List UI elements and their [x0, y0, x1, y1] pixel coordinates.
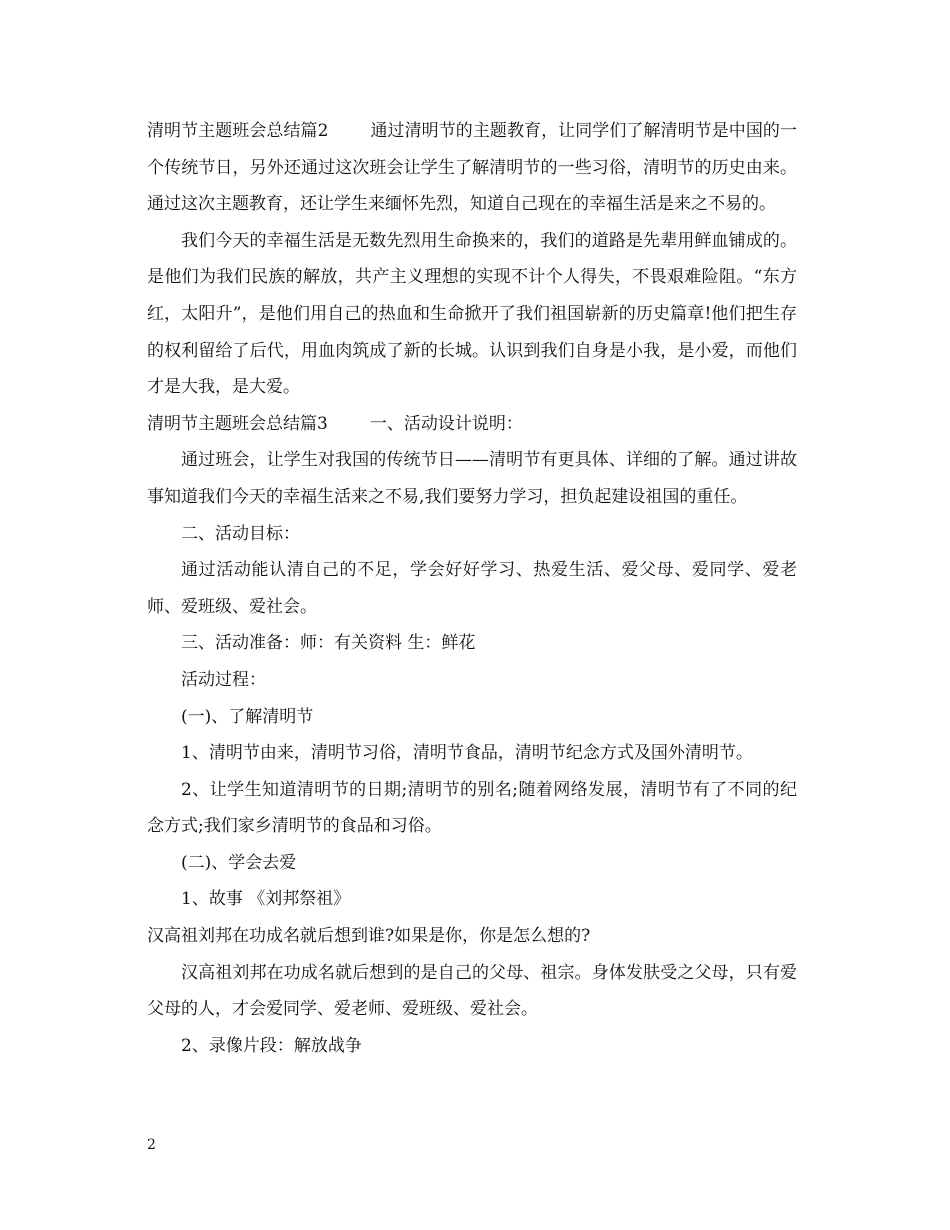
paragraph: 2、让学生知道清明节的日期;清明节的别名;随着网络发展，清明节有了不同的纪念方式;我们家乡清明节的食品和习俗。 — [147, 779, 797, 837]
section-heading-line — [147, 406, 797, 443]
section-title: 清明节主题班会总结篇3 — [147, 413, 328, 434]
document-body — [147, 113, 797, 1064]
paragraph: 1、故事 《刘邦祭祖》 — [181, 889, 351, 910]
paragraph: 活动过程： — [181, 669, 266, 690]
section-lead-text: 通过清明节的主题教育，让同学们了解清明节是中国的一个传统节日，另外还通过这次班会让学生了解清明节的一些习俗，清明节的历史由来。通过这次主题教育，还让学生来缅怀先烈，知道自己现在的幸福生活是来之不易的。 — [147, 121, 797, 215]
paragraph: 我们今天的幸福生活是无数先烈用生命换来的，我们的道路是先辈用鲜血铺成的。是他们为我们民族的解放，共产主义理想的实现不计个人得失，不畏艰难险阻。“东方红，太阳升”，是他们用自己的热血和生命掀开了我们祖国崭新的历史篇章!他们把生存的权利留给了后代，用血肉筑成了新的长城。认识到我们自身是小我，是小爱，而他们才是大我，是大爱。 — [147, 230, 797, 398]
section-lead-text: 一、活动设计说明： — [369, 413, 523, 434]
section-title: 清明节主题班会总结篇2 — [147, 121, 329, 141]
paragraph: 2、录像片段：解放战争 — [181, 1035, 362, 1056]
paragraph: (二)、学会去爱 — [181, 852, 297, 873]
paragraph: 通过活动能认清自己的不足，学会好好学习、热爱生活、爱父母、爱同学、爱老师、爱班级、爱社会。 — [147, 560, 797, 617]
paragraph: 三、活动准备：师：有关资料 生：鲜花 — [181, 633, 476, 654]
paragraph: 汉高祖刘邦在功成名就后想到谁?如果是你，你是怎么想的? — [147, 926, 591, 947]
paragraph: 1、清明节由来，清明节习俗，清明节食品，清明节纪念方式及国外清明节。 — [181, 743, 753, 764]
paragraph: 汉高祖刘邦在功成名就后想到的是自己的父母、祖宗。身体发肤受之父母，只有爱父母的人，才会爱同学、爱老师、爱班级、爱社会。 — [147, 962, 797, 1020]
section-heading-line — [147, 113, 797, 223]
paragraph: 通过班会，让学生对我国的传统节日——清明节有更具体、详细的了解。通过讲故事知道我们今天的幸福生活来之不易,我们要努力学习，担负起建设祖国的重任。 — [147, 450, 797, 507]
page-number: 2 — [147, 1137, 156, 1153]
paragraph: (一)、了解清明节 — [181, 706, 314, 727]
paragraph: 二、活动目标： — [181, 523, 300, 544]
